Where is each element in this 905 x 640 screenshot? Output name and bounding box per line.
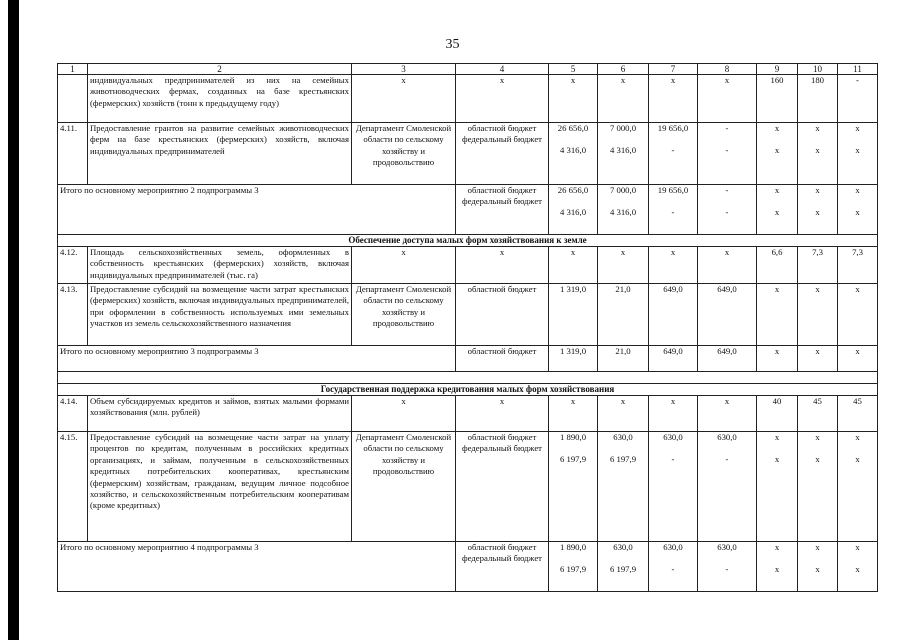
cell-value: х [456,396,549,432]
empty-cell [58,372,878,384]
cell-value: 630,0 - [649,432,698,542]
section-heading: Государственная поддержка кредитования малых форм хозяйствования [58,384,878,396]
executor: Департамент Смоленской области по сельскому хозяйству и продовольствию [352,432,456,542]
cell-value: х х [757,542,798,592]
row-number: 4.13. [58,284,88,346]
section-heading: Обеспечение доступа малых форм хозяйствования к земле [58,235,878,247]
cell-value: х [456,247,549,284]
row-number: 4.15. [58,432,88,542]
table-row [58,284,878,346]
cell-value: х [549,396,598,432]
cell-value: х х [798,185,838,235]
cell-value: х х [838,542,878,592]
cell-value: 26 656,0 4 316,0 [549,185,598,235]
cell-value: х [352,247,456,284]
section-row [58,384,878,396]
total-row [58,542,878,592]
cell-value: 19 656,0 - [649,185,698,235]
section-row [58,235,878,247]
total-label: Итого по основному мероприятию 4 подпрограммы 3 [58,542,456,592]
cell-value: х [598,247,649,284]
cell-value: 630,0 6 197,9 [598,432,649,542]
cell-value: х х [798,542,838,592]
cell-value: 40 [757,396,798,432]
cell-value: 7,3 [838,247,878,284]
funding-source: областной бюджет федеральный бюджет [456,185,549,235]
row-name: индивидуальных предпринимателей из них на семейных животноводческих фермах, созданных на базе крестьянских (фермерских) хозяйств (тонн к предыдущему году) [88,75,352,123]
row-number: 4.12. [58,247,88,284]
cell-value: х [649,247,698,284]
funding-source: областной бюджет [456,346,549,372]
cell-value: 160 [757,75,798,123]
column-number: 4 [456,64,549,75]
cell-value: х [549,247,598,284]
column-number: 7 [649,64,698,75]
cell-value: х [698,396,757,432]
cell-value: - - [698,123,757,185]
funding-source: областной бюджет федеральный бюджет [456,123,549,185]
cell-value: х [798,346,838,372]
cell-value: х [838,284,878,346]
cell-value: 7,3 [798,247,838,284]
cell-value: 1 319,0 [549,284,598,346]
cell-value: х [598,75,649,123]
cell-value: 630,0 - [649,542,698,592]
cell-value: 1 890,0 6 197,9 [549,432,598,542]
table-row [58,123,878,185]
cell-value: - - [698,185,757,235]
table-row [58,372,878,384]
total-label: Итого по основному мероприятию 3 подпрограммы 3 [58,346,456,372]
column-number: 1 [58,64,88,75]
executor: Департамент Смоленской области по сельскому хозяйству и продовольствию [352,284,456,346]
row-name: Объем субсидируемых кредитов и займов, взятых малыми формами хозяйствования (млн. рублей) [88,396,352,432]
cell-value: х [456,75,549,123]
cell-value: 649,0 [649,346,698,372]
cell-value: х [698,75,757,123]
cell-value: х х [757,432,798,542]
cell-value: 630,0 - [698,432,757,542]
cell-value: 26 656,0 4 316,0 [549,123,598,185]
cell-value: х х [838,185,878,235]
cell-value: - [838,75,878,123]
cell-value: 630,0 6 197,9 [598,542,649,592]
column-number: 2 [88,64,352,75]
cell-value: 45 [798,396,838,432]
column-number: 3 [352,64,456,75]
cell-value: 630,0 - [698,542,757,592]
row-number: 4.14. [58,396,88,432]
cell-value: 180 [798,75,838,123]
cell-value: х [649,75,698,123]
page-number: 35 [445,37,460,52]
cell-value: х х [798,123,838,185]
total-row [58,185,878,235]
row-number: 4.11. [58,123,88,185]
cell-value: 649,0 [698,284,757,346]
cell-value: х [352,75,456,123]
row-name: Предоставление грантов на развитие семейных животноводческих ферм на базе крестьянских (фермерских) хозяйств, включая индивидуальных предпринимателей [88,123,352,185]
cell-value: х [598,396,649,432]
cell-value: 1 319,0 [549,346,598,372]
table-row [58,247,878,284]
column-number: 8 [698,64,757,75]
total-row [58,346,878,372]
cell-value: 19 656,0 - [649,123,698,185]
cell-value: 7 000,0 4 316,0 [598,123,649,185]
cell-value: х х [798,432,838,542]
program-table [57,63,878,592]
column-number: 10 [798,64,838,75]
cell-value: х [757,346,798,372]
table-row [58,432,878,542]
cell-value: 21,0 [598,346,649,372]
cell-value: х х [757,185,798,235]
cell-value: 649,0 [698,346,757,372]
column-number: 11 [838,64,878,75]
row-name: Площадь сельскохозяйственных земель, оформленных в собственность крестьянских (фермерских) хозяйств, включая индивидуальных предпринимателей (тыс. га) [88,247,352,284]
cell-value: 649,0 [649,284,698,346]
funding-source: областной бюджет [456,284,549,346]
table-row [58,75,878,123]
row-name: Предоставление субсидий на возмещение части затрат крестьянских (фермерских) хозяйств, включая индивидуальных предпринимателей, при оформлении в собственность используемых ими земельных участков из земель сельскохозяйственного назначения [88,284,352,346]
cell-value: х х [838,432,878,542]
cell-value: х х [757,123,798,185]
column-number: 6 [598,64,649,75]
binder-edge [8,0,19,640]
cell-value: 7 000,0 4 316,0 [598,185,649,235]
cell-value: х [698,247,757,284]
column-number-row [58,64,878,75]
row-number [58,75,88,123]
cell-value: х [757,284,798,346]
table-row [58,396,878,432]
cell-value: х [352,396,456,432]
cell-value: 21,0 [598,284,649,346]
funding-source: областной бюджет федеральный бюджет [456,542,549,592]
cell-value: 6,6 [757,247,798,284]
row-name: Предоставление субсидий на возмещение части затрат на уплату процентов по кредитам, полученным в российских кредитных организациях, и займам, полученным в сельскохозяйственных кредитных потребительских кооперативах, крестьянским (фермерским) хозяйствам, гражданам, ведущим личное подсобное хозяйство, и сельскохозяйственным потребительским кооперативам (кроме кредитных) [88,432,352,542]
column-number: 9 [757,64,798,75]
cell-value: х [549,75,598,123]
column-number: 5 [549,64,598,75]
funding-source: областной бюджет федеральный бюджет [456,432,549,542]
cell-value: 1 890,0 6 197,9 [549,542,598,592]
cell-value: х [838,346,878,372]
cell-value: 45 [838,396,878,432]
executor: Департамент Смоленской области по сельскому хозяйству и продовольствию [352,123,456,185]
cell-value: х [798,284,838,346]
total-label: Итого по основному мероприятию 2 подпрограммы 3 [58,185,456,235]
cell-value: х [649,396,698,432]
cell-value: х х [838,123,878,185]
